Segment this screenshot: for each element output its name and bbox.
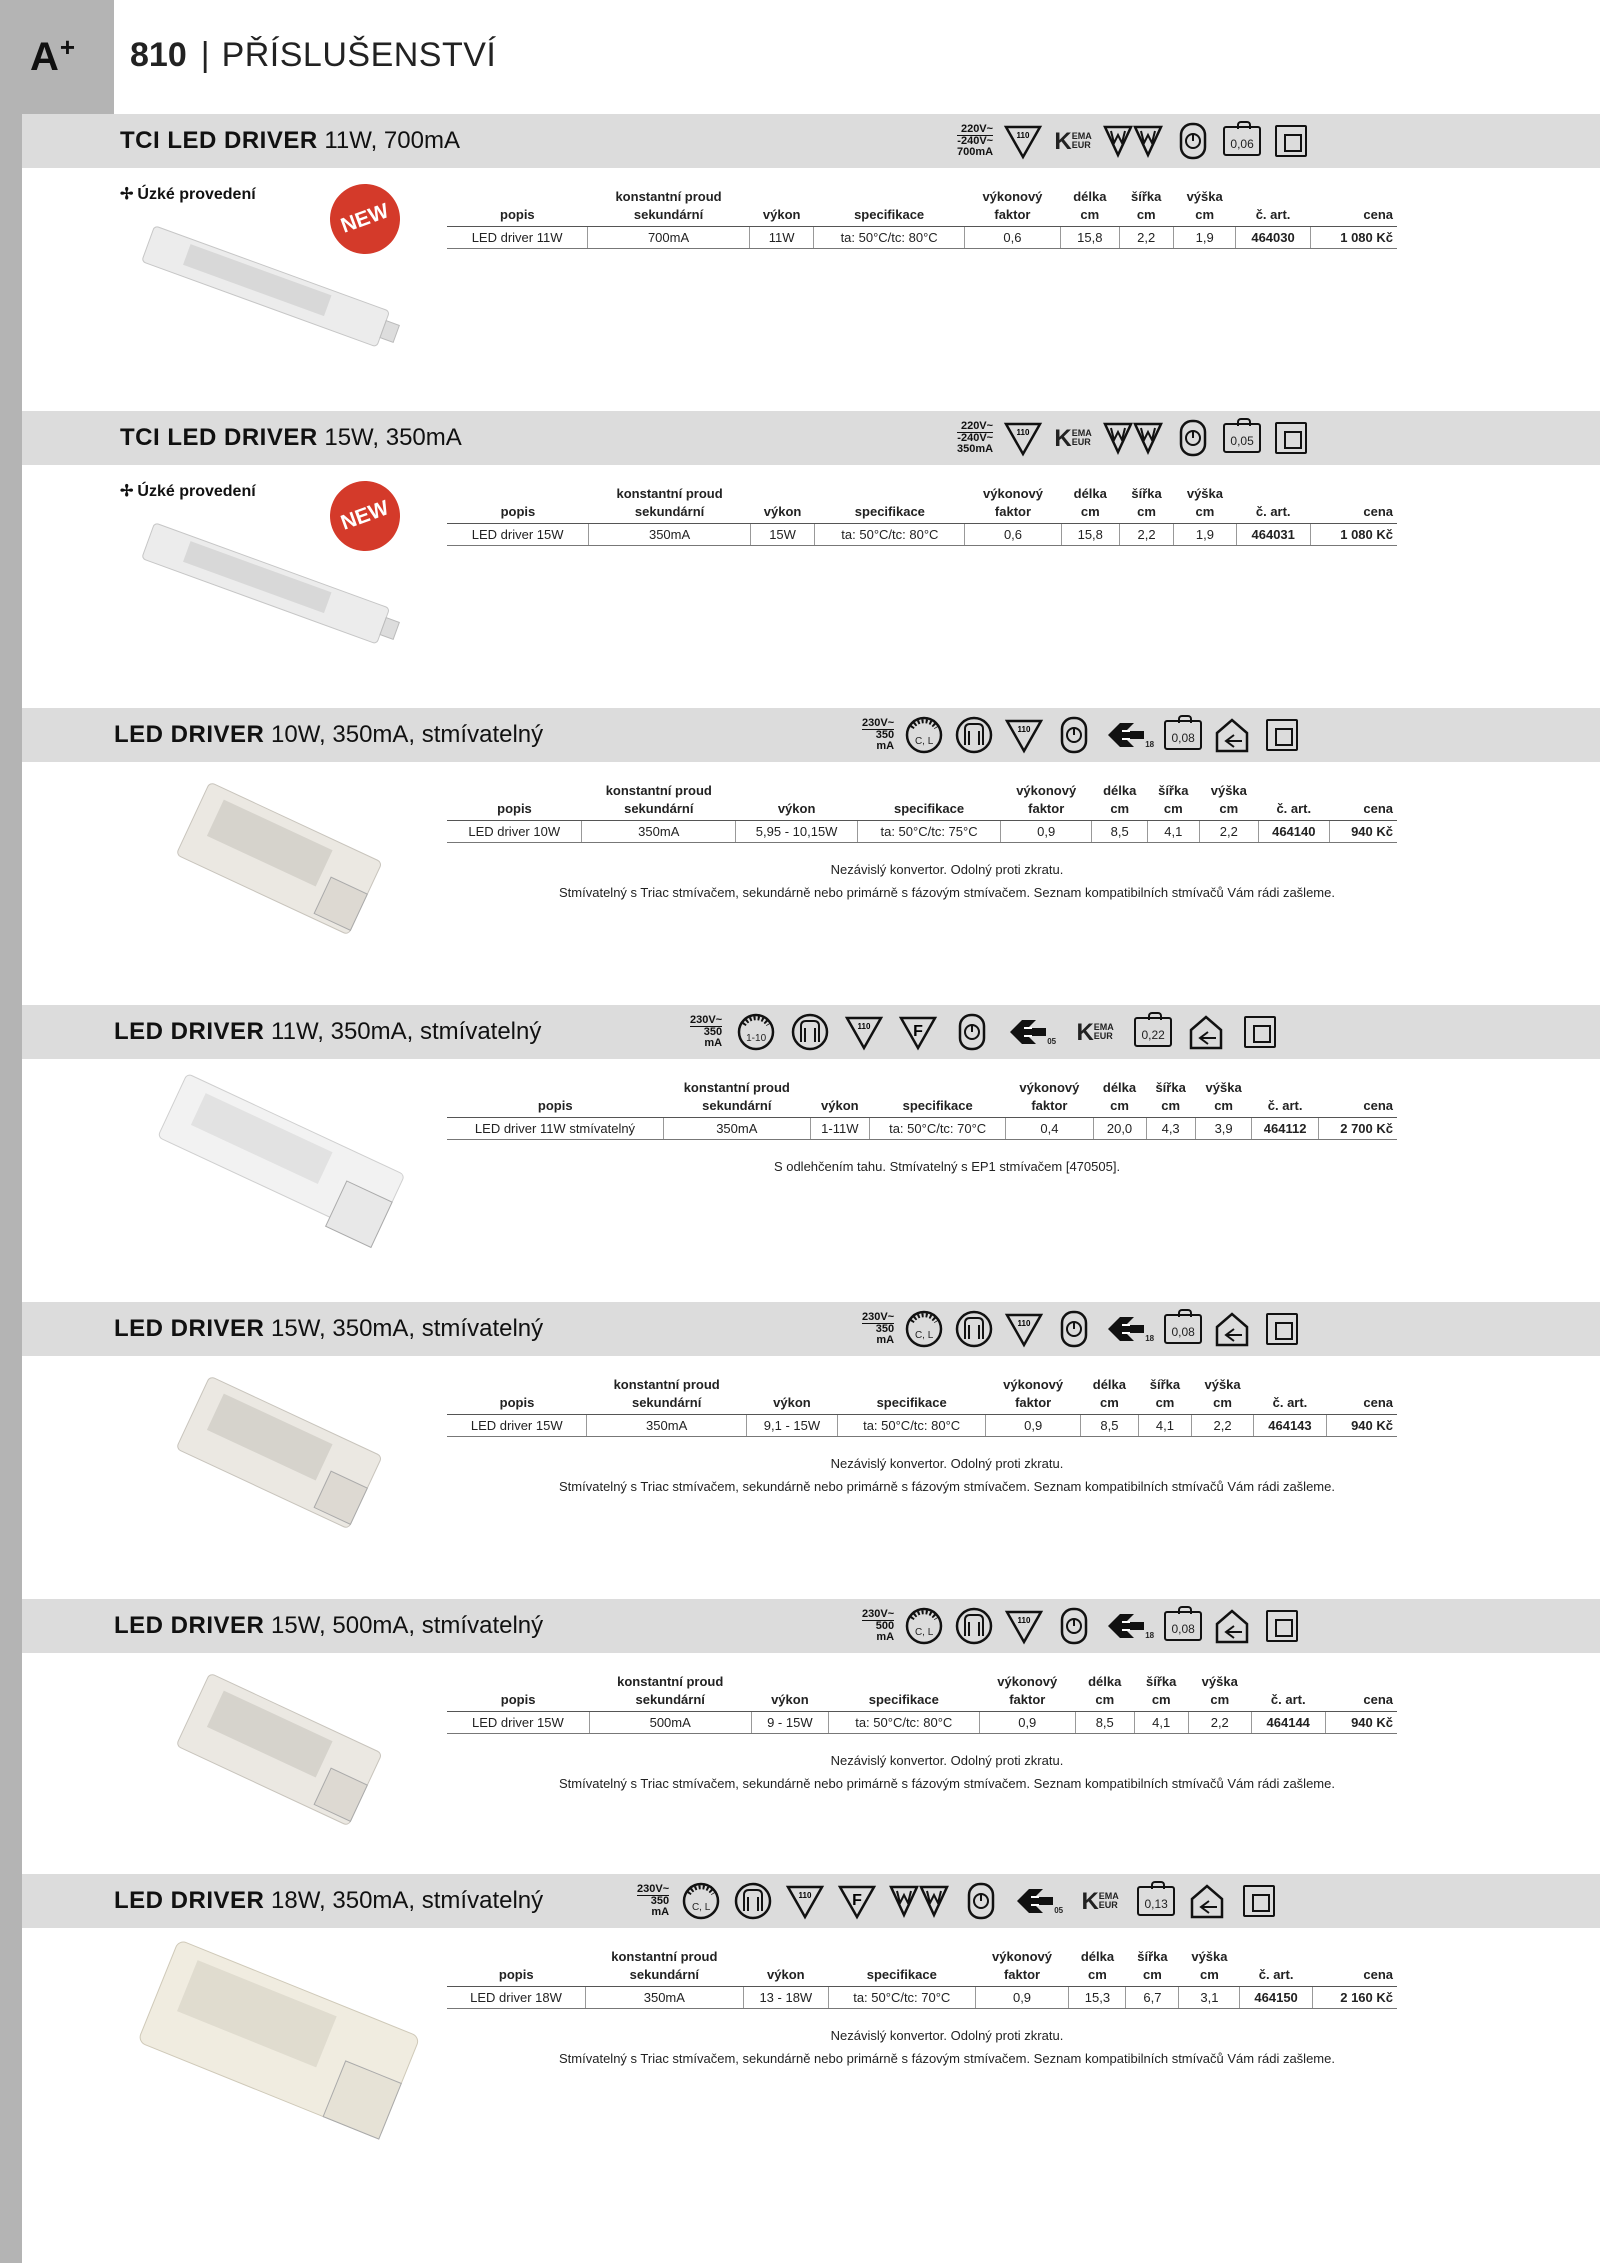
table-row: LED driver 10W 350mA 5,95 - 10,15W ta: 50°C/tc: 75°C 0,9 8,5 4,1 2,2 464140 940 Kč (447, 821, 1397, 843)
class-2-icon (1262, 715, 1302, 755)
voltage-label: 220V~ -240V~ 350mA (957, 420, 994, 455)
table-row: LED driver 15W 350mA 9,1 - 15W ta: 50°C/tc: 80°C 0,9 8,5 4,1 2,2 464143 940 Kč (447, 1415, 1397, 1437)
voltage-label: 230V~ 500 mA (862, 1608, 895, 1643)
energy-rating: A+ (30, 32, 76, 79)
weight-icon: 0,05 (1223, 423, 1261, 453)
kema-keur-icon: K EMA EUR (1054, 127, 1092, 155)
product-section (22, 1874, 1600, 2174)
spec-table: popis konstantní proud sekundární výkon specifikace výkonový faktor délka cm šířka cm výška cm č. art. cena LED driver 15W 350mA 9,1 - 15W ta: 50°C/tc: 80°C 0,9 8,5 4,1 2,2 464143 940 Kč (447, 1376, 1397, 1437)
spec-table: popis konstantní proud sekundární výkon specifikace výkonový faktor délka cm šířka cm výška cm č. art. cena LED driver 10W 350mA 5,95 - 10,15W ta: 50°C/tc: 75°C 0,9 8,5 4,1 2,2 464140 940 Kč (447, 782, 1397, 843)
dimmer-knob-icon (1054, 1606, 1094, 1646)
kema-keur-icon: K EMA EUR (1076, 1018, 1114, 1046)
certification-icons (862, 1602, 1302, 1650)
ip-triangle-icon (1003, 418, 1043, 458)
class-2-icon (1240, 1012, 1280, 1052)
product-section (22, 411, 1600, 709)
dimmable-icon: C, L (681, 1881, 721, 1921)
certification-icons (862, 1305, 1302, 1353)
product-image (162, 1669, 392, 1839)
product-section (22, 1599, 1600, 1875)
dimmer-knob-icon (961, 1881, 1001, 1921)
table-row: LED driver 11W stmívatelný 350mA 1-11W ta: 50°C/tc: 70°C 0,4 20,0 4,3 3,9 464112 2 700 Kč (447, 1118, 1397, 1140)
left-margin-strip (0, 0, 22, 2263)
dimmable-icon: C, L (904, 715, 944, 755)
enec-icon: 05 (1006, 1012, 1056, 1052)
enec-icon: 05 (1013, 1881, 1063, 1921)
product-image (120, 214, 420, 364)
certification-icons (862, 711, 1302, 759)
lamp-compatible-icon (790, 1012, 830, 1052)
lamp-compatible-icon (954, 1309, 994, 1349)
new-badge: NEW (320, 471, 410, 561)
class-2-icon (1239, 1881, 1279, 1921)
dimmable-icon: C, L (904, 1606, 944, 1646)
kema-keur-icon: K EMA EUR (1054, 424, 1092, 452)
spec-table: popis konstantní proud sekundární výkon specifikace výkonový faktor délka cm šířka cm výška cm č. art. cena LED driver 11W 700mA 11W ta: 50°C/tc: 80°C 0,6 15,8 2,2 1,9 464030 1 080 Kč (447, 188, 1397, 249)
product-note: S odlehčením tahu. Stmívatelný s EP1 stmívačem [470505]. (773, 1159, 1121, 1174)
certification-icons (637, 1877, 1279, 1925)
dimmer-knob-icon (1173, 418, 1213, 458)
indoor-use-icon (1187, 1881, 1227, 1921)
product-section (22, 708, 1600, 1006)
section-title: LED DRIVER 18W, 350mA, stmívatelný (114, 1887, 544, 1914)
dimmable-icon: 1-10 (736, 1012, 776, 1052)
product-note: Nezávislý konvertor. Odolný proti zkratu. Stmívatelný s Triac stmívačem, sekundárně nebo primárně s fázovým stmívačem. Seznam kompatibilních stmívačů Vám rádi zašleme. (559, 2028, 1335, 2066)
indoor-use-icon (1212, 715, 1252, 755)
voltage-label: 230V~ 350 mA (637, 1883, 670, 1918)
product-note: Nezávislý konvertor. Odolný proti zkratu. Stmívatelný s Triac stmívačem, sekundárně nebo primárně s fázovým stmívačem. Seznam kompatibilních stmívačů Vám rádi zašleme. (559, 1456, 1335, 1494)
certification-icons (690, 1008, 1280, 1056)
ip-triangle-icon (1004, 1606, 1044, 1646)
weight-icon: 0,08 (1164, 1611, 1202, 1641)
class-2-icon (1271, 418, 1311, 458)
weight-icon: 0,08 (1164, 720, 1202, 750)
certification-icons (957, 414, 1311, 462)
page-number: 810 (130, 36, 187, 74)
weight-icon: 0,13 (1137, 1886, 1175, 1916)
product-image (162, 1372, 392, 1542)
voltage-label: 230V~ 350 mA (862, 1311, 895, 1346)
class-2-icon (1262, 1309, 1302, 1349)
ip-triangle-icon (1004, 1309, 1044, 1349)
product-image (132, 1934, 422, 2154)
table-row: LED driver 18W 350mA 13 - 18W ta: 50°C/tc: 70°C 0,9 15,3 6,7 3,1 464150 2 160 Kč (447, 1987, 1397, 2009)
table-row: LED driver 15W 350mA 15W ta: 50°C/tc: 80°C 0,6 15,8 2,2 1,9 464031 1 080 Kč (447, 524, 1397, 546)
dimmer-knob-icon (1054, 1309, 1094, 1349)
product-section (22, 1302, 1600, 1600)
section-title: TCI LED DRIVER 15W, 350mA (120, 424, 462, 451)
dimmable-icon: C, L (904, 1309, 944, 1349)
spec-table: popis konstantní proud sekundární výkon specifikace výkonový faktor délka cm šířka cm výška cm č. art. cena LED driver 15W 500mA 9 - 15W ta: 50°C/tc: 80°C 0,9 8,5 4,1 2,2 464144 940 Kč (447, 1673, 1397, 1734)
product-note: Nezávislý konvertor. Odolný proti zkratu. Stmívatelný s Triac stmívačem, sekundárně nebo primárně s fázovým stmívačem. Seznam kompatibilních stmívačů Vám rádi zašleme. (559, 862, 1335, 900)
kema-keur-icon: K EMA EUR (1081, 1887, 1119, 1915)
spec-table: popis konstantní proud sekundární výkon specifikace výkonový faktor délka cm šířka cm výška cm č. art. cena LED driver 11W stmívatelný 350mA 1-11W ta: 50°C/tc: 70°C 0,4 20,0 4,3 3,9 464112 2 700 Kč (447, 1079, 1397, 1140)
narrow-version-label: ✢ Úzké provedení (120, 483, 256, 500)
f-mark-icon (898, 1012, 938, 1052)
weight-icon: 0,08 (1164, 1314, 1202, 1344)
narrow-version-label: ✢ Úzké provedení (120, 186, 256, 203)
certification-icons (957, 117, 1311, 165)
page-header: 810 | PŘÍSLUŠENSTVÍ (130, 36, 497, 74)
indoor-use-icon (1212, 1309, 1252, 1349)
spec-table: popis konstantní proud sekundární výkon specifikace výkonový faktor délka cm šířka cm výška cm č. art. cena LED driver 18W 350mA 13 - 18W ta: 50°C/tc: 70°C 0,9 15,3 6,7 3,1 464150 2 160 Kč (447, 1948, 1397, 2009)
class-2-icon (1262, 1606, 1302, 1646)
voltage-label: 220V~ -240V~ 700mA (957, 123, 994, 158)
section-title: LED DRIVER 10W, 350mA, stmívatelný (114, 721, 544, 748)
weight-icon: 0,22 (1134, 1017, 1172, 1047)
product-image (142, 1065, 412, 1265)
ip-triangle-icon (785, 1881, 825, 1921)
mm-mark-icon (1103, 418, 1163, 458)
ip-triangle-icon (1003, 121, 1043, 161)
voltage-label: 230V~ 350 mA (862, 717, 895, 752)
product-note: Nezávislý konvertor. Odolný proti zkratu. Stmívatelný s Triac stmívačem, sekundárně nebo primárně s fázovým stmívačem. Seznam kompatibilních stmívačů Vám rádi zašleme. (559, 1753, 1335, 1791)
product-image (120, 511, 420, 661)
section-title: LED DRIVER 11W, 350mA, stmívatelný (114, 1018, 542, 1045)
spec-table: popis konstantní proud sekundární výkon specifikace výkonový faktor délka cm šířka cm výška cm č. art. cena LED driver 15W 350mA 15W ta: 50°C/tc: 80°C 0,6 15,8 2,2 1,9 464031 1 080 Kč (447, 485, 1397, 546)
mm-mark-icon (889, 1881, 949, 1921)
voltage-label: 230V~ 350 mA (690, 1014, 723, 1049)
indoor-use-icon (1186, 1012, 1226, 1052)
product-image (162, 778, 392, 948)
ip-triangle-icon (1004, 715, 1044, 755)
section-title: LED DRIVER 15W, 500mA, stmívatelný (114, 1612, 544, 1639)
lamp-compatible-icon (954, 715, 994, 755)
lamp-compatible-icon (954, 1606, 994, 1646)
dimmer-knob-icon (1054, 715, 1094, 755)
section-title: TCI LED DRIVER 11W, 700mA (120, 127, 460, 154)
product-section (22, 114, 1600, 412)
product-section (22, 1005, 1600, 1303)
lamp-compatible-icon (733, 1881, 773, 1921)
indoor-use-icon (1212, 1606, 1252, 1646)
section-title: LED DRIVER 15W, 350mA, stmívatelný (114, 1315, 544, 1342)
enec-icon: 18 (1104, 1309, 1154, 1349)
new-badge: NEW (320, 174, 410, 264)
f-mark-icon (837, 1881, 877, 1921)
dimmer-knob-icon (952, 1012, 992, 1052)
table-row: LED driver 15W 500mA 9 - 15W ta: 50°C/tc: 80°C 0,9 8,5 4,1 2,2 464144 940 Kč (447, 1712, 1397, 1734)
enec-icon: 18 (1104, 1606, 1154, 1646)
table-row: LED driver 11W 700mA 11W ta: 50°C/tc: 80°C 0,6 15,8 2,2 1,9 464030 1 080 Kč (447, 227, 1397, 249)
mm-mark-icon (1103, 121, 1163, 161)
weight-icon: 0,06 (1223, 126, 1261, 156)
page-category: PŘÍSLUŠENSTVÍ (221, 36, 497, 74)
ip-triangle-icon (844, 1012, 884, 1052)
class-2-icon (1271, 121, 1311, 161)
enec-icon: 18 (1104, 715, 1154, 755)
dimmer-knob-icon (1173, 121, 1213, 161)
